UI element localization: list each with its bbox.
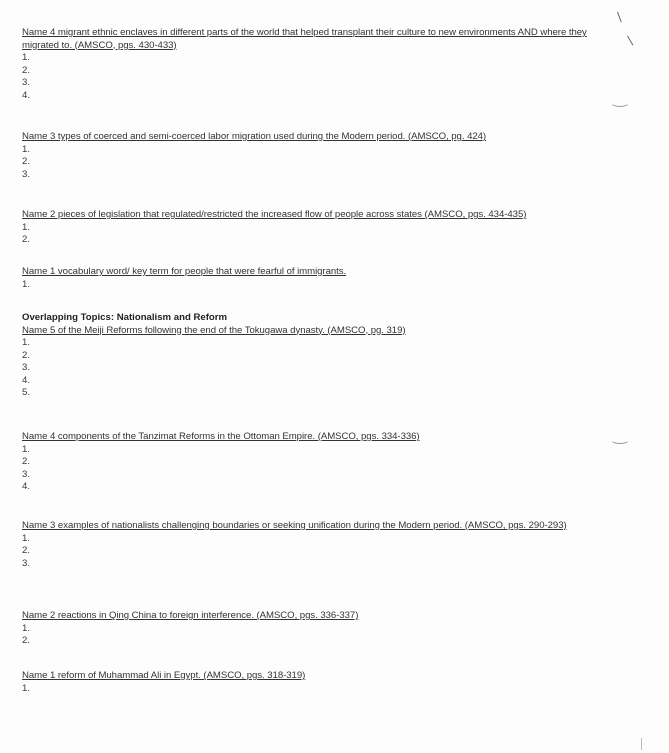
answer-number: 1. <box>22 532 31 544</box>
answer-number: 2. <box>22 234 31 245</box>
question-prompt: Name 3 examples of nationalists challenging boundaries or seeking unification during the Modern period. (AMSCO, pgs. 290-293) <box>22 520 567 531</box>
question-prompt: Name 1 reform of Muhammad Ali in Egypt. (AMSCO, pgs. 318-319) <box>22 670 306 681</box>
question-prompt: Name 3 types of coerced and semi-coerced labor migration used during the Modern period. (AMSCO, pg. 424) <box>22 131 487 142</box>
answer-number: 2. <box>22 64 31 76</box>
question-section <box>22 610 622 648</box>
answer-number: 2. <box>22 349 31 361</box>
question-section <box>22 27 622 102</box>
question-prompt: Name 4 components of the Tanzimat Reforms in the Ottoman Empire. (AMSCO, pgs. 334-336) <box>22 431 420 442</box>
question-section <box>22 670 622 695</box>
answer-number: 4. <box>22 89 31 101</box>
answer-number: 1. <box>22 337 31 348</box>
answer-number: 1. <box>22 143 31 155</box>
section-heading: Overlapping Topics: Nationalism and Reform <box>22 312 228 323</box>
answer-number: 4. <box>22 481 31 492</box>
answer-number: 1. <box>22 443 31 455</box>
question-prompt: Name 4 migrant ethnic enclaves in different parts of the world that helped transplant their culture to new environments AND where they migrated to. (AMSCO, pgs. 430-433) <box>22 27 587 51</box>
answer-number: 3. <box>22 77 31 88</box>
answer-number: 3. <box>22 362 31 373</box>
answer-number: 5. <box>22 387 31 398</box>
answer-number: 1. <box>22 221 31 233</box>
answer-number: 1. <box>22 52 31 63</box>
answer-number: 1. <box>22 682 31 694</box>
answer-number: 3. <box>22 557 31 569</box>
question-section <box>22 312 622 400</box>
question-section <box>22 520 622 570</box>
answer-number: 2. <box>22 545 31 556</box>
question-section <box>22 431 622 494</box>
answer-number: 3. <box>22 168 31 180</box>
question-prompt: Name 2 pieces of legislation that regulated/restricted the increased flow of people across states (AMSCO, pgs. 434-435) <box>22 209 527 220</box>
scan-artifact-mark <box>627 36 633 46</box>
answer-number: 4. <box>22 374 31 386</box>
answer-number: 2. <box>22 156 31 167</box>
scan-artifact-mark <box>641 738 642 750</box>
answer-number: 2. <box>22 635 31 646</box>
question-prompt: Name 2 reactions in Qing China to foreign interference. (AMSCO, pgs. 336-337) <box>22 610 359 621</box>
question-prompt: Name 5 of the Meiji Reforms following the end of the Tokugawa dynasty. (AMSCO, pg. 319) <box>22 324 406 336</box>
question-section <box>22 209 622 247</box>
answer-number: 1. <box>22 622 31 634</box>
scan-artifact-mark <box>617 12 622 23</box>
answer-number: 1. <box>22 278 31 290</box>
answer-number: 2. <box>22 456 31 467</box>
answer-number: 3. <box>22 468 31 480</box>
question-section <box>22 131 622 181</box>
question-prompt: Name 1 vocabulary word/ key term for people that were fearful of immigrants. <box>22 266 347 277</box>
question-section <box>22 266 622 291</box>
